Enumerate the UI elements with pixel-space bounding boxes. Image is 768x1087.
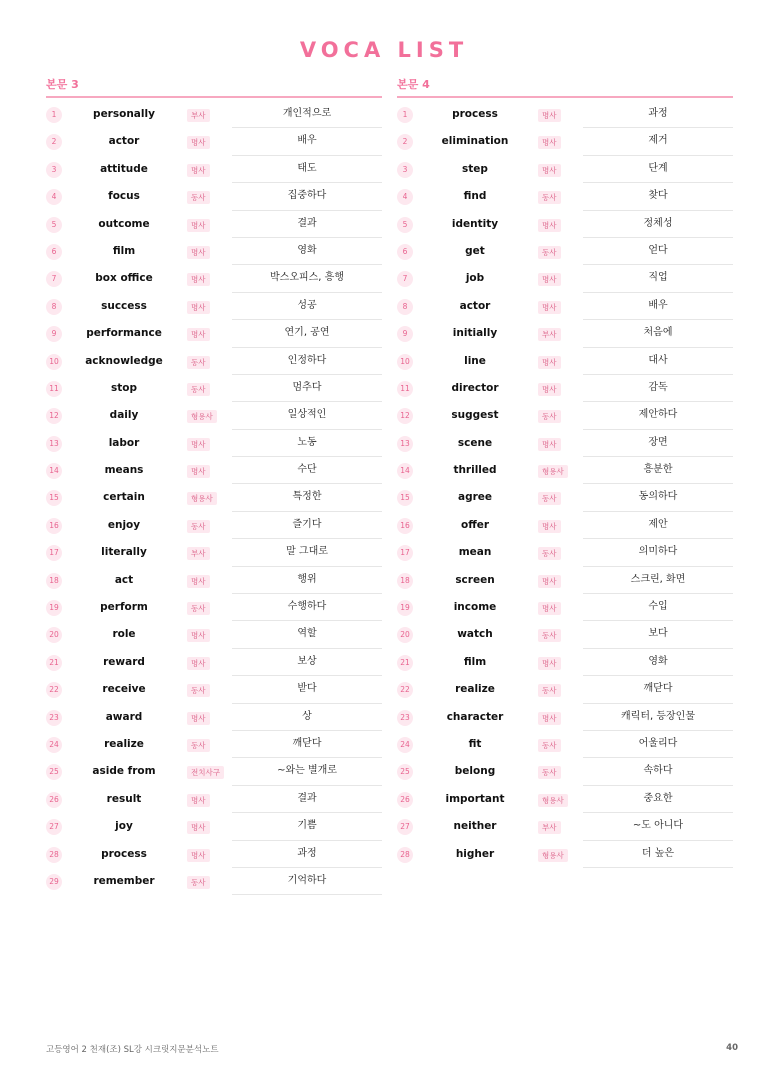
vocab-meaning: 말 그대로 bbox=[232, 539, 382, 566]
vocab-meaning: 과정 bbox=[583, 101, 733, 128]
page-title: VOCA LIST bbox=[299, 38, 469, 62]
vocab-word: result bbox=[106, 792, 142, 805]
vocab-row bbox=[397, 567, 733, 594]
part-of-speech-badge: 명사 bbox=[538, 602, 561, 615]
footer-book-title: 고등영어 2 천재(조) SL강 시크릿지문분석노트 bbox=[46, 1045, 219, 1055]
vocab-word: award bbox=[105, 710, 143, 723]
item-number: 27 bbox=[397, 819, 413, 835]
section-heading: 본문 3 bbox=[46, 78, 382, 98]
item-number: 25 bbox=[397, 764, 413, 780]
vocab-meaning: 의미하다 bbox=[583, 539, 733, 566]
vocab-word: film bbox=[463, 655, 487, 668]
part-of-speech-badge: 명사 bbox=[538, 301, 561, 314]
part-of-speech-badge: 형용사 bbox=[538, 465, 568, 478]
vocab-word: character bbox=[446, 710, 504, 723]
item-number: 7 bbox=[46, 271, 62, 287]
item-number: 5 bbox=[397, 217, 413, 233]
vocab-meaning: 깨닫다 bbox=[583, 676, 733, 703]
part-of-speech-badge: 명사 bbox=[187, 821, 210, 834]
vocab-row bbox=[46, 704, 382, 731]
vocab-row bbox=[46, 567, 382, 594]
vocab-meaning: 즐기다 bbox=[232, 512, 382, 539]
vocab-meaning: 역할 bbox=[232, 621, 382, 648]
part-of-speech-badge: 동사 bbox=[538, 629, 561, 642]
vocab-word: job bbox=[465, 272, 485, 285]
vocab-word: outcome bbox=[98, 217, 150, 230]
part-of-speech-badge: 명사 bbox=[538, 575, 561, 588]
vocab-row bbox=[46, 512, 382, 539]
part-of-speech-badge: 명사 bbox=[538, 273, 561, 286]
part-of-speech-badge: 명사 bbox=[538, 520, 561, 533]
item-number: 17 bbox=[397, 545, 413, 561]
vocab-row bbox=[397, 484, 733, 511]
item-number: 29 bbox=[46, 874, 62, 890]
item-number: 24 bbox=[46, 737, 62, 753]
vocab-meaning: 정체성 bbox=[583, 211, 733, 238]
item-number: 23 bbox=[46, 710, 62, 726]
vocab-row bbox=[46, 101, 382, 128]
vocab-word: realize bbox=[104, 737, 144, 750]
vocab-word: role bbox=[112, 628, 136, 641]
part-of-speech-badge: 명사 bbox=[187, 301, 210, 314]
vocab-word: elimination bbox=[441, 135, 509, 148]
vocab-row bbox=[397, 348, 733, 375]
vocab-word: performance bbox=[86, 327, 162, 340]
part-of-speech-badge: 동사 bbox=[187, 356, 210, 369]
part-of-speech-badge: 명사 bbox=[187, 712, 210, 725]
vocab-word: aside from bbox=[92, 765, 156, 778]
vocab-meaning: 기쁨 bbox=[232, 813, 382, 840]
vocab-meaning: 기억하다 bbox=[232, 868, 382, 895]
vocab-row bbox=[46, 731, 382, 758]
vocab-row bbox=[46, 320, 382, 347]
vocab-word: mean bbox=[458, 546, 492, 559]
vocab-meaning: 보상 bbox=[232, 649, 382, 676]
part-of-speech-badge: 동사 bbox=[538, 684, 561, 697]
part-of-speech-badge: 명사 bbox=[187, 273, 210, 286]
part-of-speech-badge: 명사 bbox=[538, 219, 561, 232]
vocab-word: focus bbox=[108, 190, 140, 203]
vocab-word: realize bbox=[455, 683, 495, 696]
item-number: 27 bbox=[46, 819, 62, 835]
vocab-word: daily bbox=[109, 409, 139, 422]
part-of-speech-badge: 전치사구 bbox=[187, 766, 224, 779]
vocab-meaning: 영화 bbox=[232, 238, 382, 265]
item-number: 9 bbox=[397, 326, 413, 342]
vocab-row bbox=[46, 238, 382, 265]
vocab-meaning: 박스오피스, 흥행 bbox=[232, 265, 382, 292]
vocab-row bbox=[46, 211, 382, 238]
vocab-meaning: 제거 bbox=[583, 128, 733, 155]
vocab-row bbox=[46, 265, 382, 292]
part-of-speech-badge: 명사 bbox=[538, 136, 561, 149]
vocab-word: acknowledge bbox=[85, 354, 163, 367]
vocab-row bbox=[397, 512, 733, 539]
vocab-row bbox=[46, 293, 382, 320]
part-of-speech-badge: 명사 bbox=[187, 657, 210, 670]
vocab-row bbox=[46, 402, 382, 429]
vocab-word: joy bbox=[115, 820, 133, 833]
item-number: 15 bbox=[46, 490, 62, 506]
item-number: 22 bbox=[397, 682, 413, 698]
vocab-meaning: 보다 bbox=[583, 621, 733, 648]
item-number: 10 bbox=[46, 354, 62, 370]
vocab-meaning: 결과 bbox=[232, 786, 382, 813]
vocab-word: find bbox=[463, 190, 487, 203]
part-of-speech-badge: 동사 bbox=[187, 191, 210, 204]
vocab-word: income bbox=[453, 601, 497, 614]
vocab-word: enjoy bbox=[107, 518, 141, 531]
vocab-meaning: 특정한 bbox=[232, 484, 382, 511]
vocab-list bbox=[397, 101, 733, 868]
item-number: 6 bbox=[397, 244, 413, 260]
vocab-row bbox=[397, 128, 733, 155]
part-of-speech-badge: 동사 bbox=[538, 547, 561, 560]
item-number: 7 bbox=[397, 271, 413, 287]
vocab-meaning: 대사 bbox=[583, 348, 733, 375]
vocab-row bbox=[397, 731, 733, 758]
vocab-word: fit bbox=[468, 737, 482, 750]
vocab-meaning: 처음에 bbox=[583, 320, 733, 347]
vocab-word: receive bbox=[102, 683, 146, 696]
part-of-speech-badge: 명사 bbox=[187, 438, 210, 451]
vocab-row bbox=[397, 293, 733, 320]
vocab-word: labor bbox=[108, 436, 140, 449]
vocab-row bbox=[397, 320, 733, 347]
part-of-speech-badge: 동사 bbox=[187, 520, 210, 533]
vocab-word: watch bbox=[457, 628, 493, 641]
vocab-meaning: 일상적인 bbox=[232, 402, 382, 429]
part-of-speech-badge: 동사 bbox=[187, 602, 210, 615]
vocab-row bbox=[397, 430, 733, 457]
vocab-row bbox=[46, 484, 382, 511]
vocab-row bbox=[46, 348, 382, 375]
part-of-speech-badge: 명사 bbox=[187, 849, 210, 862]
vocab-word: process bbox=[452, 108, 498, 120]
part-of-speech-badge: 부사 bbox=[187, 109, 210, 122]
vocab-meaning: 어울리다 bbox=[583, 731, 733, 758]
part-of-speech-badge: 동사 bbox=[538, 739, 561, 752]
vocab-meaning: 더 높은 bbox=[583, 841, 733, 868]
vocab-meaning: 제안하다 bbox=[583, 402, 733, 429]
item-number: 28 bbox=[46, 847, 62, 863]
item-number: 1 bbox=[397, 107, 413, 123]
vocab-row bbox=[46, 649, 382, 676]
part-of-speech-badge: 형용사 bbox=[187, 492, 217, 505]
vocab-row bbox=[46, 758, 382, 785]
vocab-row bbox=[46, 786, 382, 813]
vocab-word: success bbox=[101, 299, 147, 312]
vocab-word: attitude bbox=[100, 162, 148, 175]
part-of-speech-badge: 명사 bbox=[538, 657, 561, 670]
item-number: 12 bbox=[397, 408, 413, 424]
vocab-row bbox=[46, 868, 382, 895]
item-number: 10 bbox=[397, 354, 413, 370]
vocab-row bbox=[397, 786, 733, 813]
item-number: 19 bbox=[397, 600, 413, 616]
vocab-meaning: 캐릭터, 등장인물 bbox=[583, 704, 733, 731]
item-number: 26 bbox=[397, 792, 413, 808]
vocab-row bbox=[397, 758, 733, 785]
vocab-row bbox=[46, 183, 382, 210]
vocab-meaning: 중요한 bbox=[583, 786, 733, 813]
vocab-word: certain bbox=[103, 491, 145, 504]
vocab-meaning: 상 bbox=[232, 704, 382, 731]
item-number: 2 bbox=[46, 134, 62, 150]
vocab-row bbox=[46, 594, 382, 621]
item-number: 5 bbox=[46, 217, 62, 233]
vocab-row bbox=[397, 676, 733, 703]
part-of-speech-badge: 부사 bbox=[538, 328, 561, 341]
vocab-meaning: 태도 bbox=[232, 156, 382, 183]
item-number: 17 bbox=[46, 545, 62, 561]
vocab-meaning: 노동 bbox=[232, 430, 382, 457]
part-of-speech-badge: 명사 bbox=[187, 629, 210, 642]
vocab-row bbox=[46, 128, 382, 155]
vocab-row bbox=[46, 539, 382, 566]
item-number: 13 bbox=[46, 436, 62, 452]
vocab-word: thrilled bbox=[453, 464, 497, 477]
item-number: 21 bbox=[46, 655, 62, 671]
vocab-word: personally bbox=[93, 108, 155, 120]
vocab-meaning: 연기, 공연 bbox=[232, 320, 382, 347]
item-number: 3 bbox=[46, 162, 62, 178]
item-number: 16 bbox=[46, 518, 62, 534]
item-number: 3 bbox=[397, 162, 413, 178]
part-of-speech-badge: 형용사 bbox=[538, 849, 568, 862]
item-number: 28 bbox=[397, 847, 413, 863]
part-of-speech-badge: 명사 bbox=[187, 164, 210, 177]
part-of-speech-badge: 부사 bbox=[538, 821, 561, 834]
item-number: 18 bbox=[397, 573, 413, 589]
vocab-meaning: 장면 bbox=[583, 430, 733, 457]
part-of-speech-badge: 명사 bbox=[538, 164, 561, 177]
vocab-row bbox=[397, 841, 733, 868]
vocab-meaning: 멈추다 bbox=[232, 375, 382, 402]
vocab-word: remember bbox=[93, 874, 155, 887]
vocab-row bbox=[46, 457, 382, 484]
vocab-word: process bbox=[101, 847, 147, 860]
vocab-word: means bbox=[104, 464, 144, 477]
vocab-row bbox=[397, 457, 733, 484]
item-number: 16 bbox=[397, 518, 413, 534]
item-number: 6 bbox=[46, 244, 62, 260]
part-of-speech-badge: 명사 bbox=[187, 794, 210, 807]
vocab-meaning: 성공 bbox=[232, 293, 382, 320]
item-number: 21 bbox=[397, 655, 413, 671]
item-number: 11 bbox=[46, 381, 62, 397]
part-of-speech-badge: 동사 bbox=[538, 246, 561, 259]
vocab-word: step bbox=[462, 162, 488, 175]
item-number: 13 bbox=[397, 436, 413, 452]
section-right bbox=[397, 78, 733, 868]
vocab-word: higher bbox=[455, 847, 495, 860]
vocab-word: director bbox=[451, 381, 499, 394]
vocab-row bbox=[46, 621, 382, 648]
section-left bbox=[46, 78, 382, 895]
vocab-word: agree bbox=[457, 491, 493, 504]
item-number: 8 bbox=[46, 299, 62, 315]
vocab-meaning: 집중하다 bbox=[232, 183, 382, 210]
part-of-speech-badge: 명사 bbox=[538, 712, 561, 725]
part-of-speech-badge: 동사 bbox=[538, 766, 561, 779]
vocab-meaning: 스크린, 화면 bbox=[583, 567, 733, 594]
vocab-meaning: 개인적으로 bbox=[232, 101, 382, 128]
part-of-speech-badge: 명사 bbox=[538, 109, 561, 122]
vocab-word: act bbox=[114, 573, 134, 586]
part-of-speech-badge: 명사 bbox=[538, 356, 561, 369]
part-of-speech-badge: 부사 bbox=[187, 547, 210, 560]
vocab-word: stop bbox=[111, 381, 137, 394]
item-number: 18 bbox=[46, 573, 62, 589]
item-number: 8 bbox=[397, 299, 413, 315]
page-number: 40 bbox=[726, 1043, 738, 1053]
part-of-speech-badge: 명사 bbox=[538, 383, 561, 396]
part-of-speech-badge: 명사 bbox=[187, 136, 210, 149]
part-of-speech-badge: 동사 bbox=[187, 876, 210, 889]
vocab-row bbox=[397, 238, 733, 265]
part-of-speech-badge: 동사 bbox=[187, 684, 210, 697]
part-of-speech-badge: 동사 bbox=[538, 492, 561, 505]
vocab-word: perform bbox=[100, 601, 148, 614]
vocab-word: actor bbox=[108, 135, 140, 148]
vocab-meaning: 동의하다 bbox=[583, 484, 733, 511]
part-of-speech-badge: 명사 bbox=[187, 246, 210, 259]
vocab-row bbox=[46, 841, 382, 868]
vocab-row bbox=[397, 402, 733, 429]
vocab-row bbox=[397, 211, 733, 238]
vocab-meaning: 배우 bbox=[232, 128, 382, 155]
vocab-meaning: 감독 bbox=[583, 375, 733, 402]
vocab-meaning: 과정 bbox=[232, 841, 382, 868]
vocab-word: neither bbox=[453, 820, 497, 833]
item-number: 24 bbox=[397, 737, 413, 753]
item-number: 4 bbox=[397, 189, 413, 205]
vocab-meaning: 수단 bbox=[232, 457, 382, 484]
vocab-word: reward bbox=[103, 655, 145, 668]
vocab-row bbox=[397, 649, 733, 676]
vocab-word: offer bbox=[460, 518, 490, 531]
vocab-row bbox=[397, 539, 733, 566]
vocab-meaning: ~도 아니다 bbox=[583, 813, 733, 840]
section-heading: 본문 4 bbox=[397, 78, 733, 98]
vocab-word: box office bbox=[95, 272, 153, 285]
vocab-meaning: 수입 bbox=[583, 594, 733, 621]
item-number: 14 bbox=[46, 463, 62, 479]
vocab-meaning: 받다 bbox=[232, 676, 382, 703]
vocab-list bbox=[46, 101, 382, 895]
part-of-speech-badge: 명사 bbox=[187, 328, 210, 341]
vocab-row bbox=[397, 183, 733, 210]
vocab-meaning: 속하다 bbox=[583, 758, 733, 785]
part-of-speech-badge: 형용사 bbox=[538, 794, 568, 807]
vocab-meaning: 직업 bbox=[583, 265, 733, 292]
part-of-speech-badge: 형용사 bbox=[187, 410, 217, 423]
part-of-speech-badge: 명사 bbox=[187, 465, 210, 478]
vocab-word: film bbox=[112, 244, 136, 257]
vocab-row bbox=[397, 265, 733, 292]
item-number: 15 bbox=[397, 490, 413, 506]
vocab-meaning: 행위 bbox=[232, 567, 382, 594]
item-number: 14 bbox=[397, 463, 413, 479]
part-of-speech-badge: 동사 bbox=[538, 410, 561, 423]
vocab-meaning: ~와는 별개로 bbox=[232, 758, 382, 785]
vocab-word: screen bbox=[455, 573, 495, 586]
vocab-meaning: 영화 bbox=[583, 649, 733, 676]
vocab-row bbox=[46, 676, 382, 703]
vocab-row bbox=[397, 156, 733, 183]
vocab-word: identity bbox=[451, 217, 499, 230]
vocab-row bbox=[397, 621, 733, 648]
vocab-word: initially bbox=[452, 327, 498, 340]
part-of-speech-badge: 동사 bbox=[187, 739, 210, 752]
item-number: 11 bbox=[397, 381, 413, 397]
item-number: 20 bbox=[46, 627, 62, 643]
item-number: 20 bbox=[397, 627, 413, 643]
vocab-word: suggest bbox=[451, 409, 499, 422]
vocab-meaning: 수행하다 bbox=[232, 594, 382, 621]
vocab-meaning: 배우 bbox=[583, 293, 733, 320]
vocab-row bbox=[46, 156, 382, 183]
vocab-row bbox=[397, 594, 733, 621]
part-of-speech-badge: 명사 bbox=[187, 219, 210, 232]
vocab-row bbox=[46, 430, 382, 457]
part-of-speech-badge: 명사 bbox=[187, 575, 210, 588]
vocab-word: get bbox=[465, 244, 485, 257]
vocab-meaning: 인정하다 bbox=[232, 348, 382, 375]
item-number: 19 bbox=[46, 600, 62, 616]
item-number: 26 bbox=[46, 792, 62, 808]
vocab-meaning: 깨닫다 bbox=[232, 731, 382, 758]
item-number: 9 bbox=[46, 326, 62, 342]
vocab-meaning: 얻다 bbox=[583, 238, 733, 265]
part-of-speech-badge: 동사 bbox=[187, 383, 210, 396]
vocab-word: literally bbox=[101, 546, 147, 559]
vocab-row bbox=[397, 813, 733, 840]
vocab-meaning: 단계 bbox=[583, 156, 733, 183]
vocab-word: line bbox=[464, 354, 486, 367]
vocab-word: important bbox=[445, 792, 505, 805]
vocab-meaning: 흥분한 bbox=[583, 457, 733, 484]
vocab-meaning: 찾다 bbox=[583, 183, 733, 210]
vocab-row bbox=[397, 101, 733, 128]
part-of-speech-badge: 명사 bbox=[538, 438, 561, 451]
item-number: 1 bbox=[46, 107, 62, 123]
item-number: 4 bbox=[46, 189, 62, 205]
vocab-row bbox=[397, 704, 733, 731]
vocab-row bbox=[46, 813, 382, 840]
item-number: 23 bbox=[397, 710, 413, 726]
item-number: 22 bbox=[46, 682, 62, 698]
part-of-speech-badge: 동사 bbox=[538, 191, 561, 204]
vocab-word: scene bbox=[457, 436, 493, 449]
vocab-row bbox=[397, 375, 733, 402]
item-number: 2 bbox=[397, 134, 413, 150]
vocab-word: belong bbox=[454, 765, 496, 778]
vocab-row bbox=[46, 375, 382, 402]
item-number: 12 bbox=[46, 408, 62, 424]
vocab-word: actor bbox=[459, 299, 491, 312]
vocab-meaning: 제안 bbox=[583, 512, 733, 539]
item-number: 25 bbox=[46, 764, 62, 780]
vocab-meaning: 결과 bbox=[232, 211, 382, 238]
